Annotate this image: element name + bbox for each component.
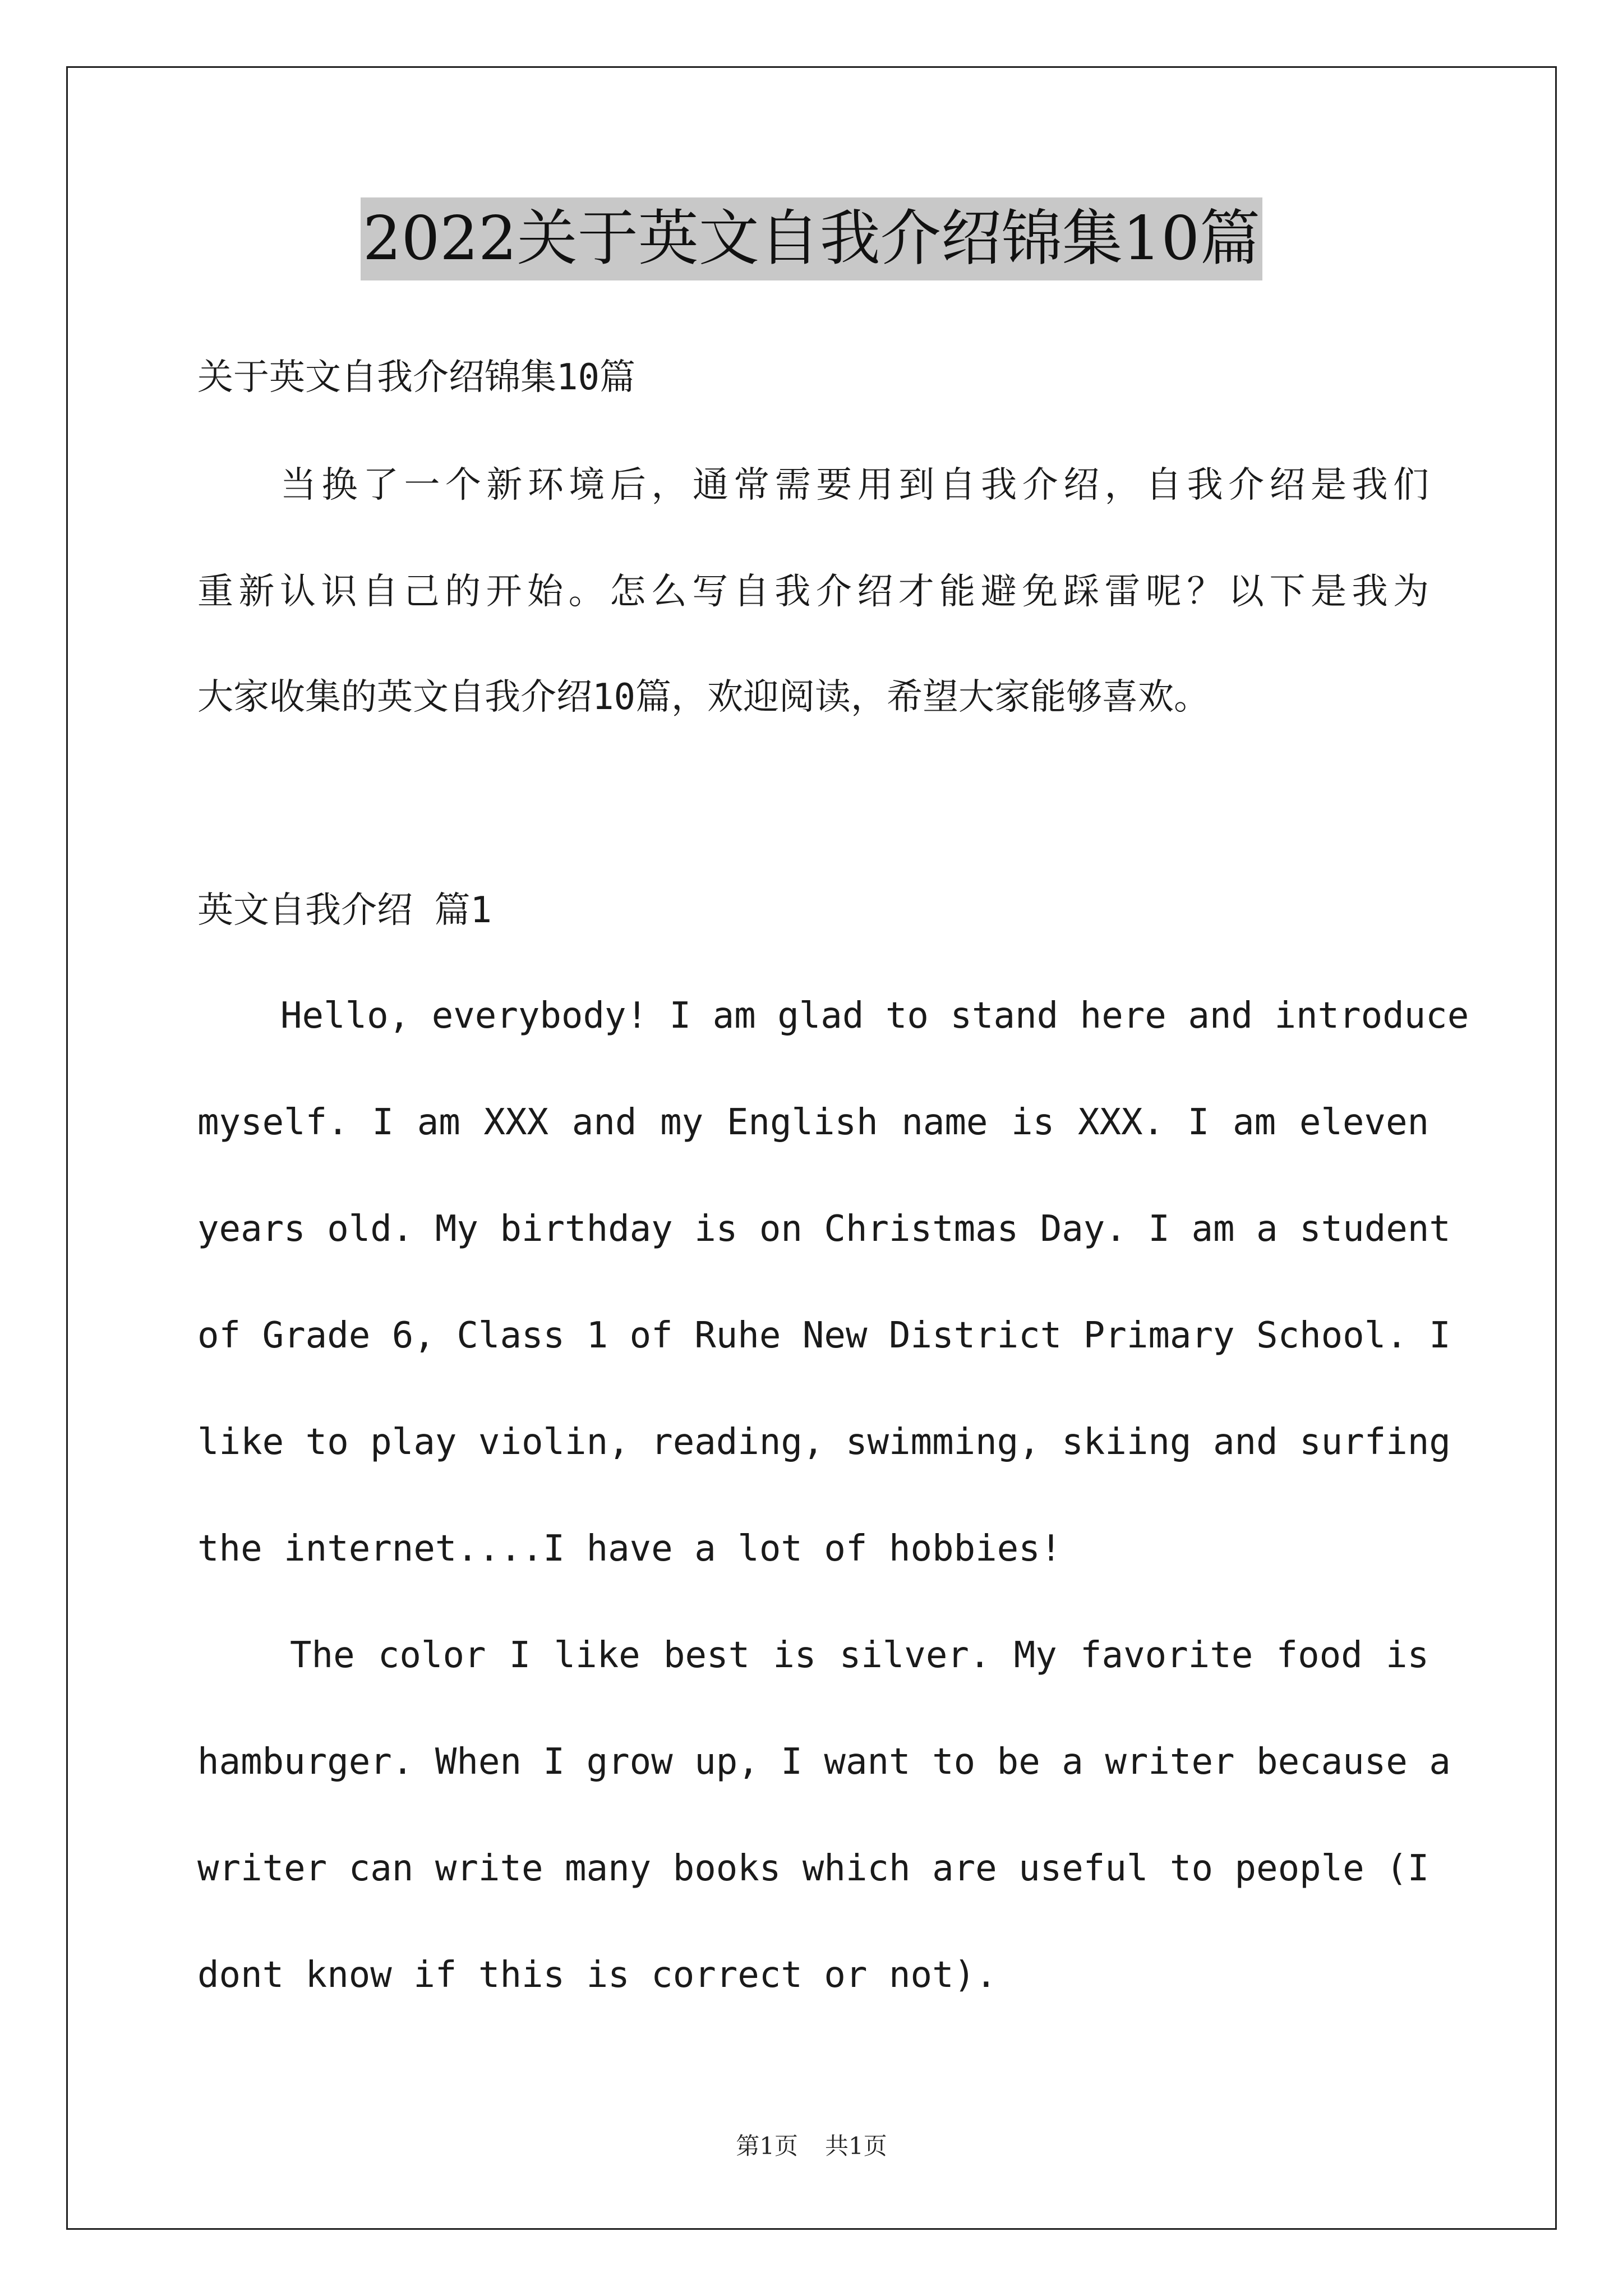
intro-line: 当换了一个新环境后，通常需要用到自我介绍，自我介绍是我们	[280, 464, 1429, 506]
paragraph-line: writer can write many books which are useful to people (I	[197, 1848, 1430, 1889]
document-subtitle: 关于英文自我介绍锦集10篇	[197, 357, 636, 398]
paragraph-line: of Grade 6, Class 1 of Ruhe New District Primary School. I	[197, 1315, 1451, 1356]
paragraph-line: Hello, everybody! I am glad to stand here and introduce	[280, 995, 1469, 1037]
page-number: 第1页	[736, 2132, 798, 2160]
section-heading: 英文自我介绍 篇1	[197, 890, 492, 931]
page-total: 共1页	[825, 2132, 887, 2160]
paragraph-line: like to play violin, reading, swimming, skiing and surfing	[197, 1421, 1451, 1463]
document-title: 2022关于英文自我介绍锦集10篇	[361, 197, 1262, 280]
paragraph-line: dont know if this is correct or not).	[197, 1954, 997, 1996]
intro-line: 大家收集的英文自我介绍10篇，欢迎阅读，希望大家能够喜欢。	[197, 677, 1210, 718]
paragraph-line: The color I like best is silver. My favorite food is	[290, 1635, 1429, 1676]
intro-line: 重新认识自己的开始。怎么写自我介绍才能避免踩雷呢？以下是我为	[197, 571, 1429, 613]
paragraph-line: years old. My birthday is on Christmas Day. I am a student	[197, 1208, 1451, 1250]
paragraph-line: hamburger. When I grow up, I want to be a writer because a	[197, 1741, 1451, 1783]
paragraph-line: myself. I am XXX and my English name is XXX. I am eleven	[197, 1102, 1429, 1143]
paragraph-line: the internet....I have a lot of hobbies!	[197, 1528, 1062, 1570]
document-title-block	[0, 197, 1623, 280]
page-footer	[0, 2129, 1623, 2163]
